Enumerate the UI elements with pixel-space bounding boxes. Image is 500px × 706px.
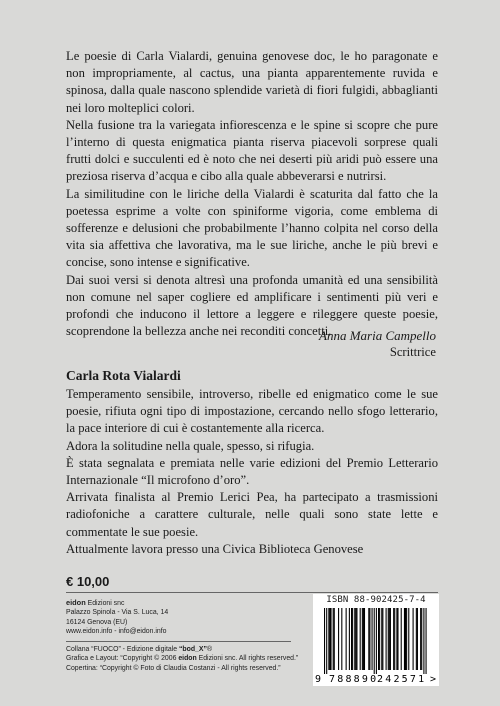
intro-paragraph: Le poesie di Carla Vialardi, genuina genovese doc, le ho paragonate e non impropriamente, al cactus, una pianta apparentemente ruvida e spinosa, dalla quale nascono splendide varietà di fiori fulgidi, abbaglianti nei loro molteplici colori. [66,49,438,115]
barcode-bar [355,608,356,670]
intro-paragraph: Nella fusione tra la variegata infiorescenza e le spine si scopre che pure l’interno di questa enigmatica pianta riserva piacevoli sorprese quali frutti dolci e succulenti ed è noto che nei deserti più aridi può essere una preziosa riserva d’acqua e cibo alla quale abbeverarsi e nutrirsi. [66,117,438,184]
barcode-bar [349,608,350,670]
barcode-first-digit: 9 [315,674,322,685]
barcode-bar [368,608,369,670]
credits-layout [66,654,298,663]
barcode-end-mark: > [430,674,437,685]
credits-cover: Copertina: “Copyright © Foto di Claudia Costanzi - All rights reserved.” [66,664,281,672]
credits [66,645,298,673]
barcode-bar [364,608,365,670]
bio-paragraph: È stata segnalata e premiata nelle varie edizioni del Premio Letterario Internazionale “Il microfono d’oro”. [66,455,438,488]
barcode-bar [404,608,405,670]
barcode-bar [406,608,407,670]
publisher-info [66,598,168,636]
barcode-bar [397,608,398,670]
barcode-bar [329,608,330,670]
bio-paragraph: Adora la solitudine nella quale, spesso, si rifugia. [66,438,315,453]
barcode-left-digits: 788890 [329,674,379,685]
credits-text: Edizioni snc. All rights reserved.” [196,655,299,663]
barcode-bar [362,608,363,670]
barcode-bar [416,608,417,670]
barcode-bar [420,608,421,670]
credits-text: ® [206,646,213,653]
publisher-company: Edizioni snc [85,600,125,607]
price: € 10,00 [66,574,110,589]
barcode-right-digits: 242571 [377,674,427,685]
barcode-bar [369,608,370,670]
barcode-bar [346,608,347,670]
intro-paragraph: La similitudine con le liriche della Vialardi è scaturita dal fatto che la poetessa esprime a volte con spiniforme vigoria, come emblema di sofferenze e delusioni che probabilmente l’hanno colpita nel corso della vita sia affettiva che lavorativa, ma le sue liriche, anche le più brevi e concise, sono intense e significative. [66,186,438,270]
intro-paragraph: Dai suoi versi si denota altresì una profonda umanità ed una sensibilità non comune nel saper cogliere ed amplificare i sentimenti più veri e profondi che inducono il lettore a leggere e rileggere queste poesie, scoprendone la bellezza anche nei reconditi concetti. [66,272,438,339]
publisher-brand: eidon [66,598,86,607]
publisher-city: 16124 Genova (EU) [66,618,128,626]
signature-name: Anna Maria Campello [319,328,436,343]
publisher-address: Palazzo Spinola - Via S. Luca, 14 [66,609,169,617]
bio-paragraph: Temperamento sensibile, introverso, ribelle ed enigmatico come le sue poesie, rifiuta ogni tipo di impostazione, cercando nello sfogo letterario, la pace interiore di cui è costantemente alla ricerca. [66,387,438,436]
barcode-graphic [313,594,439,686]
intro-text [66,48,438,340]
divider [66,641,291,642]
signature-role: Scrittrice [389,345,436,359]
barcode-bar [379,608,380,670]
barcode-bar [394,608,395,670]
barcode-bar [393,608,394,670]
barcode-bar [354,608,355,670]
credits-brand: eidon [178,655,197,663]
barcode-bar [408,608,409,670]
bio-paragraph: Arrivata finalista al Premio Lerici Pea, ha partecipato a trasmissioni radiofoniche a carattere culturale, nelle quali sono state lette e commentate le sue poesie. [66,490,438,539]
barcode-bar [396,608,397,670]
credits-text: Grafica e Layout: “Copyright © 2006 [66,655,179,663]
barcode-bar [324,608,325,674]
barcode-bar [341,608,342,670]
barcode-bar [413,608,414,670]
barcode-bar [386,608,387,670]
barcode-bar [352,608,353,670]
credits-text: Collana “FUOCO” - Edizione digitale [66,646,179,653]
barcode-bar [423,608,424,674]
barcode-bar [378,608,379,670]
divider [66,592,438,593]
barcode-bar [417,608,418,670]
credits-series [66,645,298,654]
barcode-bar [389,608,390,670]
barcode-bar [363,608,364,670]
bio-paragraph: Attualmente lavora presso una Civica Biblioteca Genovese [66,541,364,556]
barcode-bar [421,608,422,670]
barcode-bar [351,608,352,670]
barcode-bar [326,608,327,674]
barcode-bar [328,608,329,670]
credits-edition: “bod_X” [178,646,207,653]
publisher-web: www.eidon.info - info@eidon.info [66,627,167,635]
barcode-bar [382,608,383,670]
barcode-bar [388,608,389,670]
barcode-bar [405,608,406,670]
barcode-bar [334,608,335,670]
isbn-barcode [313,594,439,686]
barcode-bar [333,608,334,670]
barcode-bar [374,608,375,674]
barcode-bar [330,608,331,670]
barcode-bar [390,608,391,670]
author-bio [66,386,438,558]
barcode-bar [372,608,373,670]
barcode-bar [381,608,382,670]
barcode-bar [356,608,357,670]
barcode-bar [426,608,427,674]
publisher-line [66,598,168,608]
isbn-label: ISBN 88-902425-7-4 [326,595,426,605]
barcode-bar [338,608,339,670]
barcode-bar [401,608,402,670]
barcode-bar [376,608,377,674]
barcode-bar [360,608,361,670]
author-name: Carla Rota Vialardi [66,368,181,383]
